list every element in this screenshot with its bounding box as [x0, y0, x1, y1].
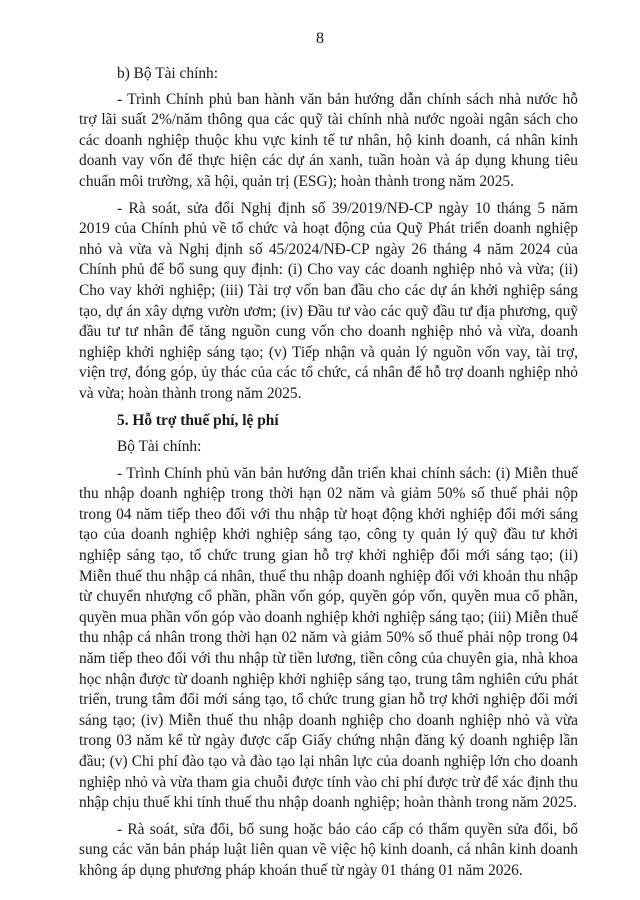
paragraph: - Rà soát, sửa đổi, bổ sung hoặc báo cáo cấp có thẩm quyền sửa đổi, bổ sung các văn bản pháp luật liên quan về việc hộ kinh doanh, cá nhân kinh doanh không áp dụng phương pháp khoán thuế từ ngày 01 tháng 01 năm 2026. [79, 820, 578, 879]
paragraph: - Rà soát, sửa đổi Nghị định số 39/2019/NĐ-CP ngày 10 tháng 5 năm 2019 của Chính phủ về tổ chức và hoạt động của Quỹ Phát triển doanh nghiệp nhỏ và vừa và Nghị định số 45/2024/NĐ-CP ngày 26 tháng 4 năm 2024 của Chính phủ để bổ sung quy định: (i) Cho vay các doanh nghiệp nhỏ và vừa; (ii) Cho vay khởi nghiệp; (iii) Tài trợ vốn ban đầu cho các dự án khởi nghiệp sáng tạo, dự án xây dựng vườn ươm; (iv) Đầu tư vào các quỹ đầu tư địa phương, quỹ đầu tư tư nhân để tăng nguồn cung vốn cho doanh nghiệp nhỏ và vừa, doanh nghiệp khởi nghiệp sáng tạo; (v) Tiếp nhận và quản lý nguồn vốn vay, tài trợ, viện trợ, đóng góp, ủy thác của các tổ chức, cá nhân để hỗ trợ doanh nghiệp nhỏ và vừa; hoàn thành trong năm 2025. [79, 199, 578, 402]
section-5-subheading: Bộ Tài chính: [117, 438, 202, 456]
paragraph: - Trình Chính phủ văn bản hướng dẫn triển khai chính sách: (i) Miễn thuế thu nhập doanh nghiệp trong thời hạn 02 năm và giảm 50% số thuế phải nộp trong 04 năm tiếp theo đối với thu nhập từ hoạt động khởi nghiệp đổi mới sáng tạo của doanh nghiệp khởi nghiệp sáng tạo, công ty quản lý quỹ đầu tư khởi nghiệp sáng tạo, tổ chức trung gian hỗ trợ khởi nghiệp đổi mới sáng tạo; (ii) Miễn thuế thu nhập cá nhân, thuế thu nhập doanh nghiệp đối với khoản thu nhập từ chuyển nhượng cổ phần, phần vốn góp, quyền góp vốn, quyền mua cổ phần, quyền mua phần vốn góp vào doanh nghiệp khởi nghiệp sáng tạo; (iii) Miễn thuế thu nhập cá nhân trong thời hạn 02 năm và giảm 50% số thuế phải nộp trong 04 năm tiếp theo đối với thu nhập từ tiền lương, tiền công của chuyên gia, nhà khoa học nhận được từ doanh nghiệp khởi nghiệp sáng tạo, trung tâm nghiên cứu phát triển, trung tâm đổi mới sáng tạo, tổ chức trung gian hỗ trợ khởi nghiệp đổi mới sáng tạo; (iv) Miễn thuế thu nhập doanh nghiệp cho doanh nghiệp nhỏ và vừa trong 03 năm kể từ ngày được cấp Giấy chứng nhận đăng ký doanh nghiệp lần đầu; (v) Chi phí đào tạo và đào tạo lại nhân lực của doanh nghiệp lớn cho doanh nghiệp nhỏ và vừa tham gia chuỗi được tính vào chi phí được trừ để xác định thu nhập chịu thuế khi tính thuế thu nhập doanh nghiệp; hoàn thành trong năm 2025. [79, 464, 578, 812]
section-5-heading: 5. Hỗ trợ thuế phí, lệ phí [117, 411, 279, 429]
paragraph: - Trình Chính phủ ban hành văn bản hướng dẫn chính sách nhà nước hỗ trợ lãi suất 2%/năm thông qua các quỹ tài chính nhà nước ngoài ngân sách cho các doanh nghiệp thuộc khu vực kinh tế tư nhân, hộ kinh doanh, cá nhân kinh doanh vay vốn để thực hiện các dự án xanh, tuần hoàn và áp dụng khung tiêu chuẩn môi trường, xã hội, quản trị (ESG); hoàn thành trong năm 2025. [79, 90, 578, 190]
section-b-heading: b) Bộ Tài chính: [117, 65, 219, 82]
page-number: 8 [316, 30, 324, 47]
document-body [79, 64, 578, 882]
